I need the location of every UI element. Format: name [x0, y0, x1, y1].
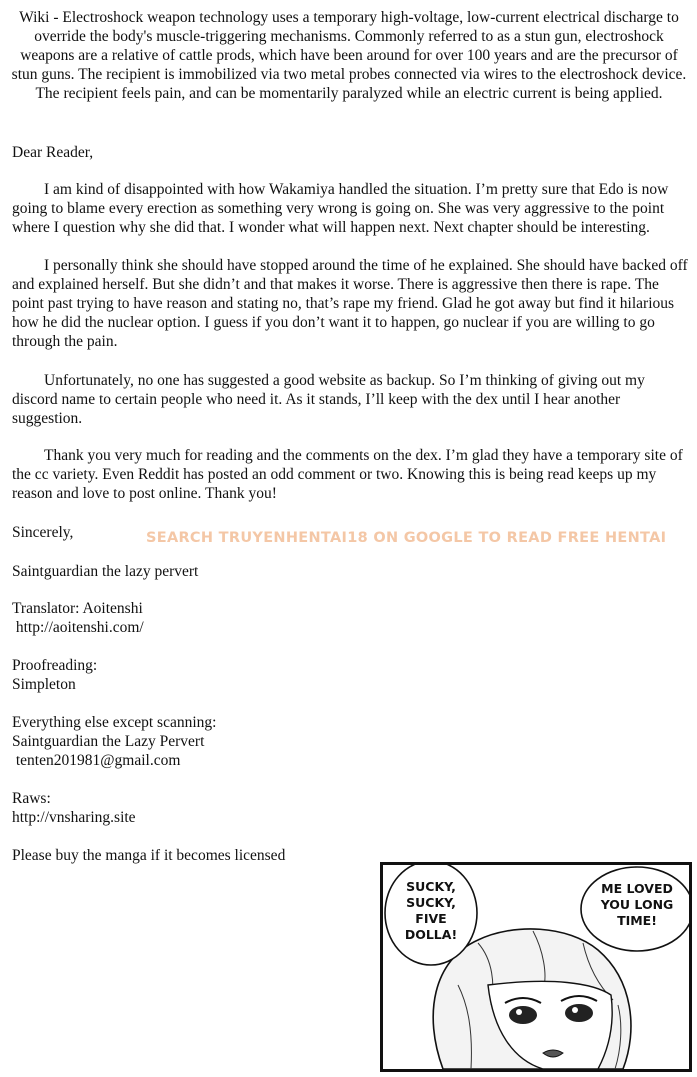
- paragraph-text: Thank you very much for reading and the comments on the dex. I’m glad they have a temporary site of the cc variety. Even Reddit has posted an odd comment or two. Knowing this is being read keeps up my reason and love to post online. Thank you!: [12, 447, 683, 502]
- everything-label: Everything else except scanning:: [12, 714, 217, 731]
- letter-paragraph-4: [12, 446, 688, 503]
- paragraph-text: Unfortunately, no one has suggested a good website as backup. So I’m thinking of giving out my discord name to certain people who need it. As it stands, I’ll keep with the dex until I hear another suggestion.: [12, 372, 645, 427]
- letter-paragraph-1: [12, 180, 688, 237]
- speech-bubble-right: ME LOVED YOU LONG TIME!: [600, 881, 674, 928]
- raws-label: Raws:: [12, 790, 51, 807]
- paragraph-text: I personally think she should have stopped around the time of he explained. She should have backed off and explained herself. But she didn’t and that makes it worse. There is aggressive then there is rape. The point past trying to have reason and stating no, that’s rape my friend. Glad he got away but find it hilarious how he did the nuclear option. I guess if you don’t want it to happen, go nuclear if you are willing to go through the pain.: [12, 257, 688, 350]
- letter-paragraph-3: [12, 371, 688, 428]
- footer-note: Please buy the manga if it becomes licensed: [12, 847, 286, 864]
- raws-link[interactable]: http://vnsharing.site: [12, 809, 136, 826]
- proofreading-label: Proofreading:: [12, 657, 98, 674]
- proofreading-name: Simpleton: [12, 676, 76, 693]
- speech-bubble-left: SUCKY, SUCKY, FIVE DOLLA!: [404, 879, 458, 942]
- translator-label: Translator: Aoitenshi: [12, 600, 143, 617]
- everything-name: Saintguardian the Lazy Pervert: [12, 733, 205, 750]
- wiki-note: Wiki - Electroshock weapon technology uses a temporary high-voltage, low-current electrical discharge to override the body's muscle-triggering mechanisms. Commonly referred to as a stun gun, electroshock weapons are a relative of cattle prods, which have been around for over 100 years and are the precursor of stun guns. The recipient is immobilized via two metal probes connected via wires to the electroshock device. The recipient feels pain, and can be momentarily paralyzed while an electric current is being applied.: [11, 9, 687, 102]
- greeting: Dear Reader,: [12, 144, 94, 161]
- translator-link[interactable]: http://aoitenshi.com/: [12, 619, 144, 636]
- closing: Sincerely,: [12, 524, 74, 541]
- manga-panel: [380, 862, 692, 1072]
- email-link[interactable]: tenten201981@gmail.com: [12, 752, 181, 769]
- paragraph-text: I am kind of disappointed with how Wakamiya handled the situation. I’m pretty sure that Edo is now going to blame every erection as something very wrong is going on. She was very aggressive to the point where I question why she did that. I wonder what will happen next. Next chapter should be interesting.: [12, 181, 669, 236]
- letter-paragraph-2: [12, 256, 688, 351]
- watermark-text: SEARCH TRUYENHENTAI18 ON GOOGLE TO READ FREE HENTAI: [146, 530, 667, 546]
- signature: Saintguardian the lazy pervert: [12, 563, 199, 580]
